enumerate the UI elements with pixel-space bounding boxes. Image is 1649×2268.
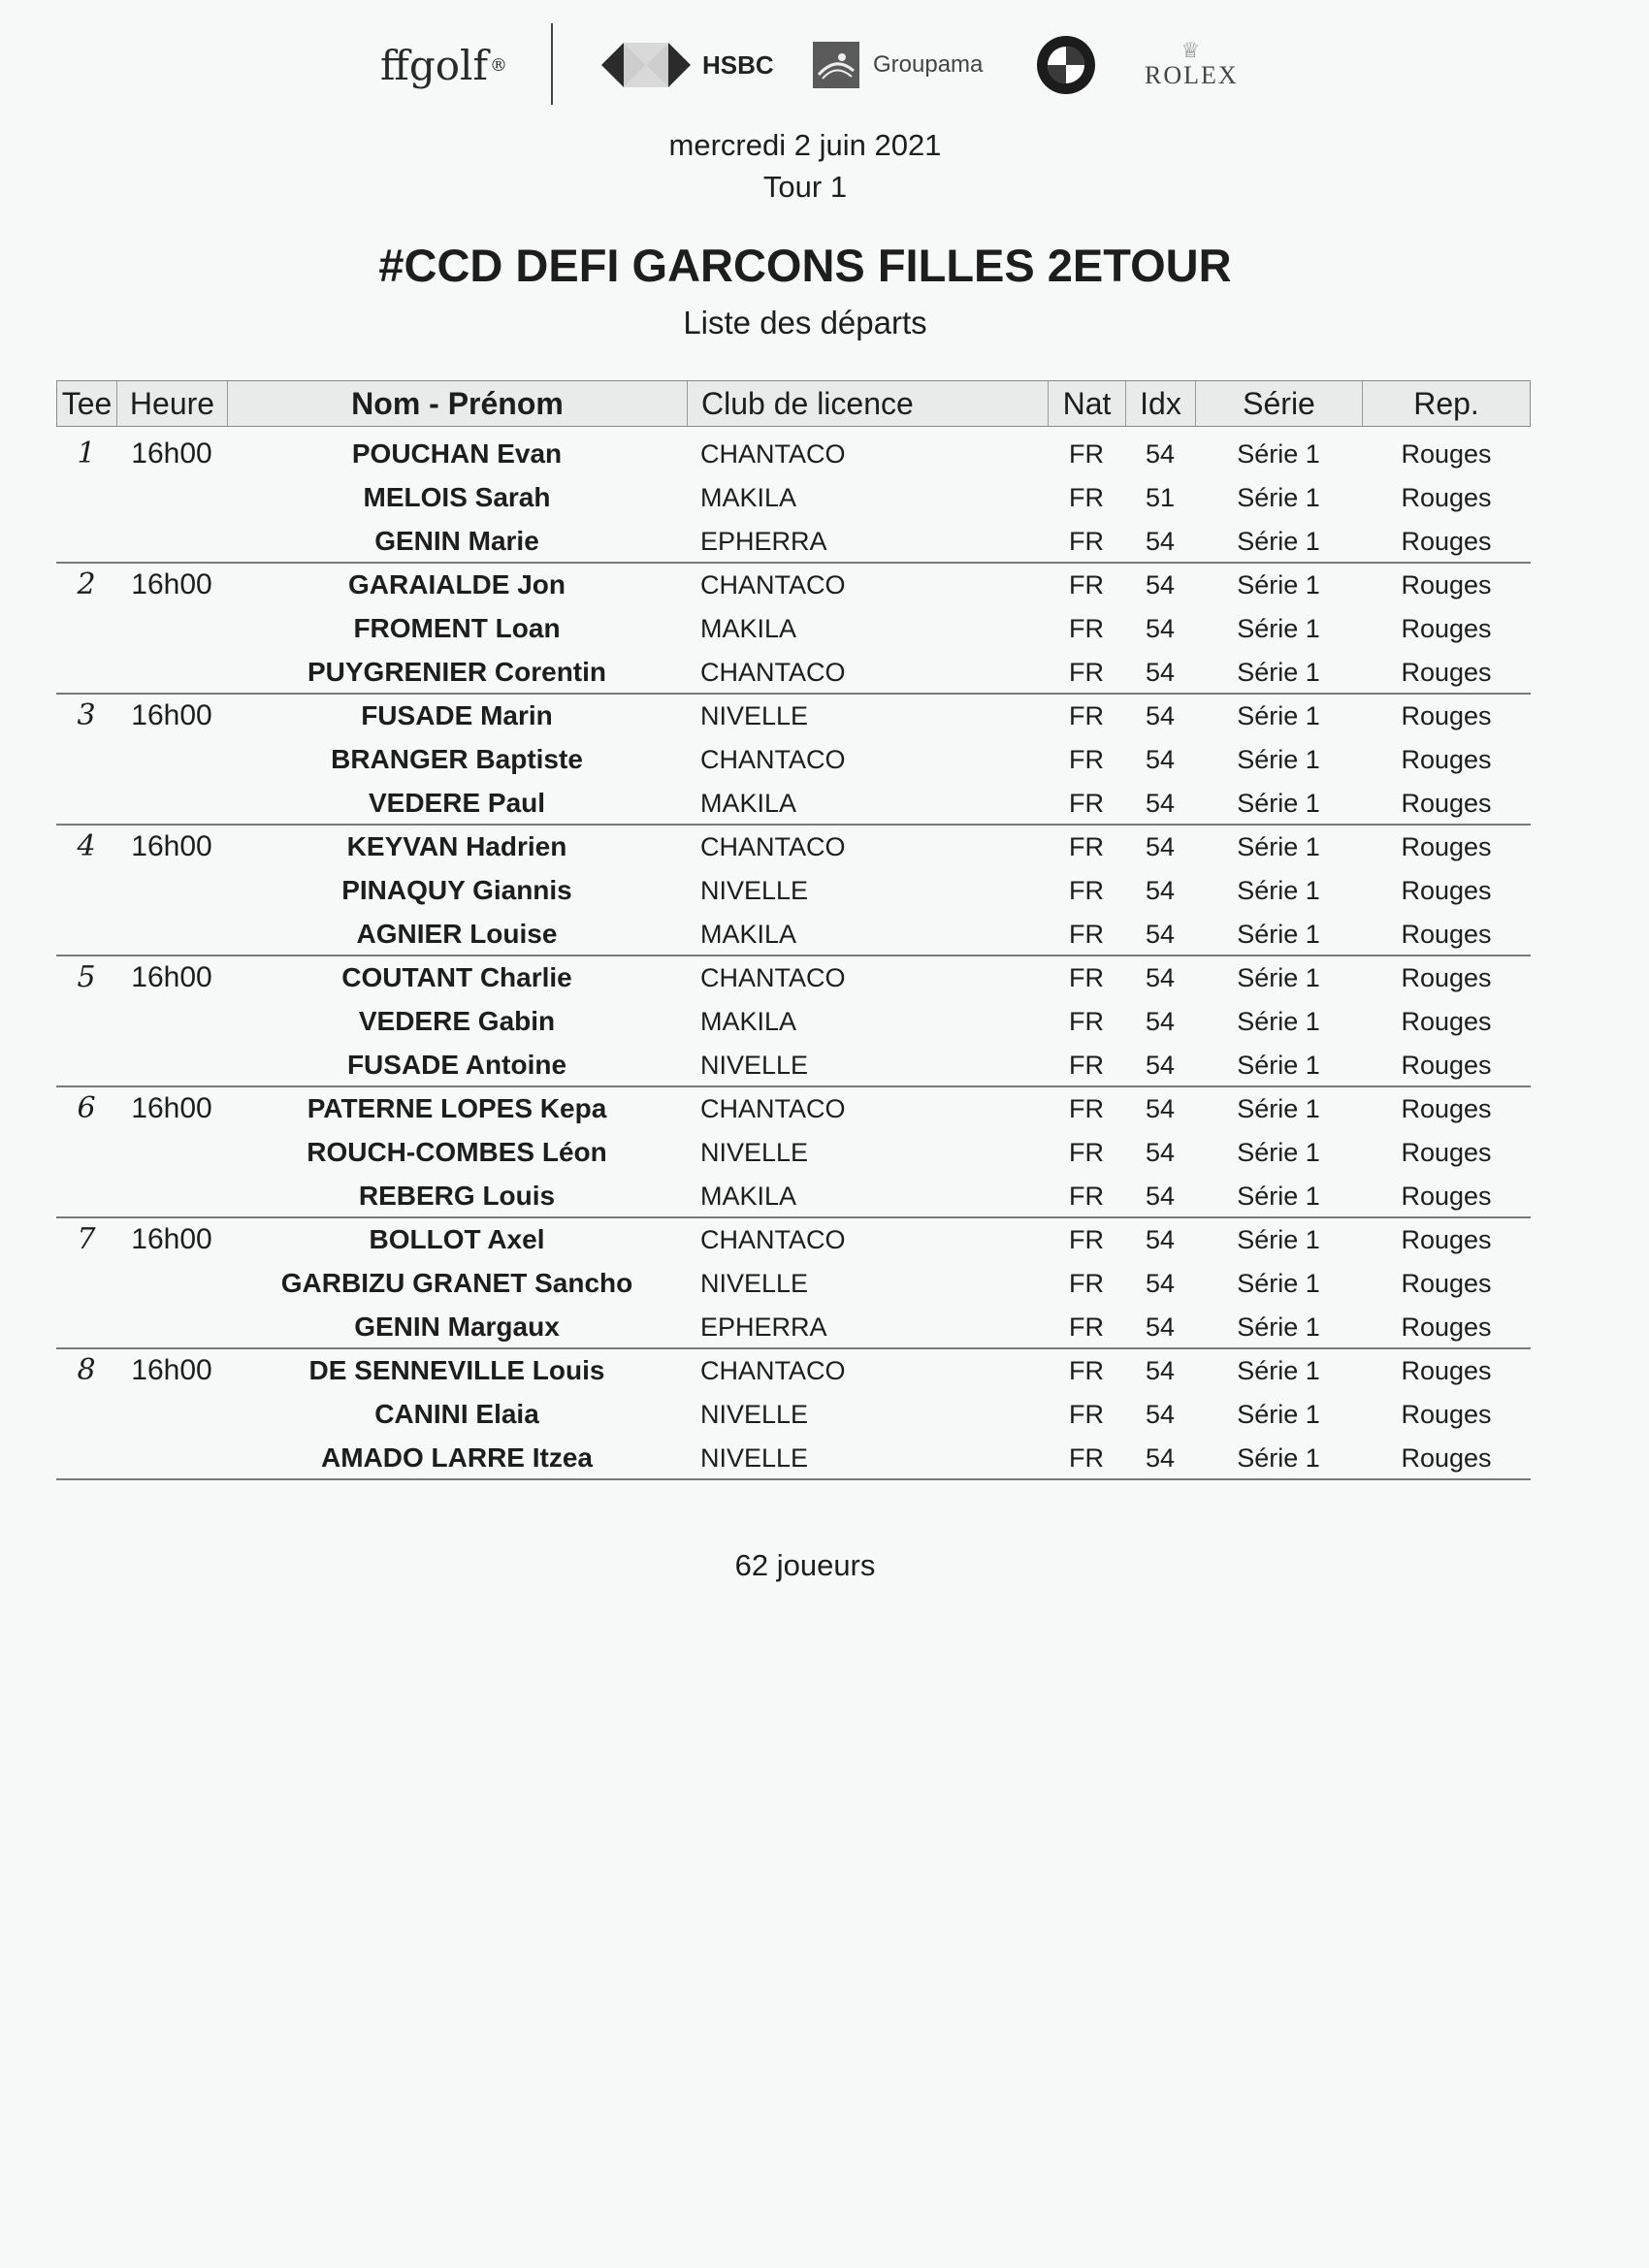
start-time-cell (116, 913, 227, 956)
table-row (0, 433, 1649, 475)
player-name-cell: GARBIZU GRANET Sancho (280, 1268, 633, 1298)
club-name-cell: CHANTACO (700, 832, 846, 861)
groupama-logo (813, 21, 983, 109)
nationality-cell: FR (1069, 1400, 1104, 1429)
tee-number-cell (56, 520, 116, 563)
series-cell: Série 1 (1237, 701, 1320, 730)
table-row (0, 826, 1649, 868)
club-name-cell: MAKILA (700, 1182, 797, 1211)
rolex-crown-icon: ♕ (1180, 38, 1203, 62)
club-name-cell: NIVELLE (700, 1443, 809, 1473)
tee-markers-cell: Rouges (1401, 789, 1492, 818)
nationality-cell: FR (1069, 745, 1104, 774)
nationality-cell: FR (1069, 527, 1104, 556)
player-name-cell: GENIN Margaux (354, 1312, 560, 1342)
groupama-wordmark: Groupama (873, 51, 984, 78)
club-name-cell: CHANTACO (700, 1356, 846, 1385)
handicap-index-cell: 54 (1145, 789, 1176, 818)
tee-markers-cell: Rouges (1401, 527, 1492, 556)
sponsor-band (369, 21, 1261, 109)
nationality-cell: FR (1069, 1269, 1104, 1298)
table-row (0, 564, 1649, 606)
series-cell: Série 1 (1237, 570, 1320, 599)
tee-markers-cell: Rouges (1401, 1051, 1492, 1080)
sponsor-divider (551, 23, 553, 105)
start-time-cell (116, 869, 227, 912)
player-name-cell: COUTANT Charlie (341, 962, 572, 992)
player-name-cell: AGNIER Louise (356, 919, 558, 949)
nationality-cell: FR (1069, 963, 1104, 992)
column-header-idx: Idx (1126, 381, 1196, 426)
tee-number-cell: 3 (77, 698, 96, 732)
club-name-cell: CHANTACO (700, 745, 846, 774)
table-row (0, 1306, 1649, 1348)
nationality-cell: FR (1069, 1094, 1104, 1123)
start-time-cell: 16h00 (131, 568, 212, 600)
table-row (0, 869, 1649, 912)
tee-number-cell: 7 (77, 1222, 96, 1256)
ffgolf-logo (380, 21, 507, 109)
player-name-cell: FROMENT Loan (353, 613, 561, 643)
player-name-cell: PINAQUY Giannis (341, 875, 572, 905)
hsbc-wordmark: HSBC (702, 49, 774, 80)
tee-markers-cell: Rouges (1401, 920, 1492, 949)
tee-markers-cell: Rouges (1401, 1312, 1492, 1342)
series-cell: Série 1 (1237, 1443, 1320, 1473)
hsbc-hexagon-icon (601, 43, 691, 87)
handicap-index-cell: 54 (1145, 1443, 1176, 1473)
tee-number-cell (56, 869, 116, 912)
tee-number-cell (56, 651, 116, 694)
series-cell: Série 1 (1237, 1007, 1320, 1036)
table-row (0, 1131, 1649, 1174)
series-cell: Série 1 (1237, 614, 1320, 643)
player-name-cell: GARAIALDE Jon (348, 569, 566, 599)
handicap-index-cell: 54 (1145, 527, 1176, 556)
nationality-cell: FR (1069, 920, 1104, 949)
handicap-index-cell: 54 (1145, 1225, 1176, 1254)
event-date: mercredi 2 juin 2021 (668, 128, 942, 162)
column-header-name: Nom - Prénom (228, 381, 688, 426)
nationality-cell: FR (1069, 658, 1104, 687)
start-time-cell (116, 1306, 227, 1348)
series-cell: Série 1 (1237, 1094, 1320, 1123)
handicap-index-cell: 54 (1145, 1269, 1176, 1298)
handicap-index-cell: 54 (1145, 1182, 1176, 1211)
handicap-index-cell: 54 (1145, 1356, 1176, 1385)
nationality-cell: FR (1069, 789, 1104, 818)
handicap-index-cell: 54 (1145, 963, 1176, 992)
tee-markers-cell: Rouges (1401, 1094, 1492, 1123)
table-bottom-rule (56, 1478, 1531, 1480)
tee-markers-cell: Rouges (1401, 701, 1492, 730)
table-row (0, 738, 1649, 781)
tee-markers-cell: Rouges (1401, 570, 1492, 599)
page-subtitle: Liste des départs (683, 305, 927, 340)
player-name-cell: MELOIS Sarah (363, 482, 551, 512)
club-name-cell: NIVELLE (700, 701, 809, 730)
club-name-cell: CHANTACO (700, 963, 846, 992)
tee-number-cell (56, 782, 116, 825)
table-row (0, 1437, 1649, 1479)
tee-number-cell (56, 1044, 116, 1086)
series-cell: Série 1 (1237, 920, 1320, 949)
table-row (0, 1175, 1649, 1217)
start-time-cell (116, 738, 227, 781)
player-name-cell: ROUCH-COMBES Léon (307, 1137, 607, 1167)
series-cell: Série 1 (1237, 1051, 1320, 1080)
tee-markers-cell: Rouges (1401, 1182, 1492, 1211)
player-name-cell: VEDERE Gabin (358, 1006, 556, 1036)
handicap-index-cell: 54 (1145, 1400, 1176, 1429)
nationality-cell: FR (1069, 483, 1104, 512)
tee-markers-cell: Rouges (1401, 439, 1492, 469)
handicap-index-cell: 54 (1145, 439, 1176, 469)
club-name-cell: NIVELLE (700, 1138, 809, 1167)
nationality-cell: FR (1069, 701, 1104, 730)
series-cell: Série 1 (1237, 483, 1320, 512)
nationality-cell: FR (1069, 1138, 1104, 1167)
handicap-index-cell: 54 (1145, 876, 1176, 905)
start-time-cell (116, 607, 227, 650)
club-name-cell: CHANTACO (700, 570, 846, 599)
table-row (0, 607, 1649, 650)
player-name-cell: GENIN Marie (374, 526, 539, 556)
start-time-cell (116, 476, 227, 519)
tee-number-cell (56, 1131, 116, 1174)
handicap-index-cell: 54 (1145, 658, 1176, 687)
series-cell: Série 1 (1237, 789, 1320, 818)
club-name-cell: NIVELLE (700, 1400, 809, 1429)
nationality-cell: FR (1069, 614, 1104, 643)
series-cell: Série 1 (1237, 1400, 1320, 1429)
start-time-cell (116, 520, 227, 563)
series-cell: Série 1 (1237, 832, 1320, 861)
tee-number-cell: 2 (77, 567, 96, 601)
tee-markers-cell: Rouges (1401, 658, 1492, 687)
series-cell: Série 1 (1237, 1269, 1320, 1298)
table-row (0, 1218, 1649, 1261)
column-header-hour: Heure (117, 381, 228, 426)
series-cell: Série 1 (1237, 963, 1320, 992)
handicap-index-cell: 54 (1145, 920, 1176, 949)
handicap-index-cell: 54 (1145, 1312, 1176, 1342)
start-time-cell: 16h00 (131, 699, 212, 731)
tee-number-cell (56, 1306, 116, 1348)
handicap-index-cell: 54 (1145, 1051, 1176, 1080)
tee-markers-cell: Rouges (1401, 876, 1492, 905)
tee-number-cell (56, 1393, 116, 1436)
nationality-cell: FR (1069, 439, 1104, 469)
club-name-cell: MAKILA (700, 920, 797, 949)
tee-markers-cell: Rouges (1401, 1269, 1492, 1298)
series-cell: Série 1 (1237, 439, 1320, 469)
ffgolf-registered-mark: ® (490, 54, 507, 76)
tee-markers-cell: Rouges (1401, 1007, 1492, 1036)
player-name-cell: FUSADE Marin (361, 700, 553, 730)
club-name-cell: CHANTACO (700, 439, 846, 469)
column-header-nat: Nat (1049, 381, 1126, 426)
start-time-cell (116, 1131, 227, 1174)
tee-number-cell (56, 1437, 116, 1479)
tee-number-cell (56, 738, 116, 781)
club-name-cell: CHANTACO (700, 1094, 846, 1123)
start-time-cell (116, 782, 227, 825)
tee-markers-cell: Rouges (1401, 1138, 1492, 1167)
handicap-index-cell: 51 (1145, 483, 1176, 512)
table-row (0, 1349, 1649, 1392)
table-row (0, 956, 1649, 999)
tee-number-cell: 5 (77, 960, 96, 994)
rolex-logo (1145, 21, 1239, 109)
nationality-cell: FR (1069, 876, 1104, 905)
player-count: 62 joueurs (734, 1548, 876, 1582)
tee-number-cell: 4 (77, 829, 96, 863)
tee-markers-cell: Rouges (1401, 963, 1492, 992)
tee-number-cell: 6 (77, 1091, 96, 1125)
tee-markers-cell: Rouges (1401, 1443, 1492, 1473)
tee-markers-cell: Rouges (1401, 614, 1492, 643)
tee-markers-cell: Rouges (1401, 1400, 1492, 1429)
table-row (0, 520, 1649, 563)
tee-markers-cell: Rouges (1401, 745, 1492, 774)
handicap-index-cell: 54 (1145, 701, 1176, 730)
start-time-cell (116, 651, 227, 694)
series-cell: Série 1 (1237, 1312, 1320, 1342)
start-time-cell (116, 1437, 227, 1479)
start-time-cell: 16h00 (131, 1223, 212, 1255)
table-row (0, 1044, 1649, 1086)
tee-number-cell: 8 (77, 1353, 96, 1387)
handicap-index-cell: 54 (1145, 832, 1176, 861)
tee-markers-cell: Rouges (1401, 1356, 1492, 1385)
club-name-cell: CHANTACO (700, 658, 846, 687)
nationality-cell: FR (1069, 1051, 1104, 1080)
tee-number-cell (56, 476, 116, 519)
series-cell: Série 1 (1237, 1356, 1320, 1385)
start-time-cell: 16h00 (131, 1354, 212, 1386)
tee-number-cell: 1 (77, 437, 96, 470)
nationality-cell: FR (1069, 1356, 1104, 1385)
player-name-cell: DE SENNEVILLE Louis (308, 1355, 605, 1385)
player-name-cell: AMADO LARRE Itzea (320, 1442, 593, 1473)
handicap-index-cell: 54 (1145, 570, 1176, 599)
series-cell: Série 1 (1237, 658, 1320, 687)
player-name-cell: VEDERE Paul (368, 788, 546, 818)
table-row (0, 1262, 1649, 1305)
column-header-club: Club de licence (688, 381, 1049, 426)
player-name-cell: KEYVAN Hadrien (346, 831, 567, 861)
page-title: #CCD DEFI GARCONS FILLES 2ETOUR (378, 240, 1232, 291)
handicap-index-cell: 54 (1145, 1007, 1176, 1036)
table-row (0, 913, 1649, 956)
player-name-cell: REBERG Louis (358, 1181, 556, 1211)
player-name-cell: BOLLOT Axel (369, 1224, 545, 1254)
tee-markers-cell: Rouges (1401, 832, 1492, 861)
club-name-cell: MAKILA (700, 1007, 797, 1036)
series-cell: Série 1 (1237, 745, 1320, 774)
tee-number-cell (56, 913, 116, 956)
tee-number-cell (56, 1000, 116, 1043)
series-cell: Série 1 (1237, 1182, 1320, 1211)
club-name-cell: MAKILA (700, 483, 797, 512)
tee-markers-cell: Rouges (1401, 483, 1492, 512)
table-row (0, 651, 1649, 694)
start-time-cell: 16h00 (131, 1092, 212, 1124)
handicap-index-cell: 54 (1145, 745, 1176, 774)
nationality-cell: FR (1069, 1225, 1104, 1254)
table-row (0, 476, 1649, 519)
column-header-rep: Rep. (1413, 386, 1479, 421)
groupama-emblem-icon (813, 42, 859, 88)
start-time-cell: 16h00 (131, 961, 212, 993)
tee-number-cell (56, 1262, 116, 1305)
tee-number-cell (56, 1175, 116, 1217)
tee-number-cell (56, 607, 116, 650)
club-name-cell: EPHERRA (700, 527, 827, 556)
club-name-cell: EPHERRA (700, 1312, 827, 1342)
player-name-cell: CANINI Elaia (374, 1399, 539, 1429)
ffgolf-wordmark: ffgolf (380, 41, 488, 89)
table-row (0, 1087, 1649, 1130)
club-name-cell: CHANTACO (700, 1225, 846, 1254)
club-name-cell: NIVELLE (700, 1051, 809, 1080)
player-name-cell: PUYGRENIER Corentin (307, 657, 607, 687)
club-name-cell: NIVELLE (700, 1269, 809, 1298)
hsbc-logo (601, 21, 774, 109)
column-header-serie: Série (1196, 381, 1363, 426)
handicap-index-cell: 54 (1145, 1094, 1176, 1123)
nationality-cell: FR (1069, 1182, 1104, 1211)
table-row (0, 1000, 1649, 1043)
player-name-cell: POUCHAN Evan (351, 438, 563, 469)
club-name-cell: NIVELLE (700, 876, 809, 905)
nationality-cell: FR (1069, 570, 1104, 599)
tee-markers-cell: Rouges (1401, 1225, 1492, 1254)
player-name-cell: PATERNE LOPES Kepa (307, 1093, 607, 1123)
column-header-tee: Tee (57, 381, 117, 426)
bmw-logo (1036, 21, 1096, 109)
start-time-cell: 16h00 (131, 830, 212, 862)
series-cell: Série 1 (1237, 876, 1320, 905)
series-cell: Série 1 (1237, 527, 1320, 556)
club-name-cell: MAKILA (700, 614, 797, 643)
start-time-cell (116, 1000, 227, 1043)
player-name-cell: BRANGER Baptiste (331, 744, 583, 774)
nationality-cell: FR (1069, 1443, 1104, 1473)
table-row (0, 695, 1649, 737)
table-row (0, 782, 1649, 825)
nationality-cell: FR (1069, 1007, 1104, 1036)
nationality-cell: FR (1069, 832, 1104, 861)
club-name-cell: MAKILA (700, 789, 797, 818)
table-header (56, 380, 1531, 427)
table-row (0, 1393, 1649, 1436)
start-time-cell (116, 1262, 227, 1305)
bmw-roundel-icon (1036, 35, 1096, 95)
start-time-cell: 16h00 (131, 437, 212, 470)
round-label: Tour 1 (762, 170, 848, 204)
handicap-index-cell: 54 (1145, 1138, 1176, 1167)
start-time-cell (116, 1044, 227, 1086)
start-time-cell (116, 1175, 227, 1217)
series-cell: Série 1 (1237, 1225, 1320, 1254)
player-name-cell: FUSADE Antoine (346, 1050, 567, 1080)
handicap-index-cell: 54 (1145, 614, 1176, 643)
start-time-cell (116, 1393, 227, 1436)
series-cell: Série 1 (1237, 1138, 1320, 1167)
nationality-cell: FR (1069, 1312, 1104, 1342)
rolex-wordmark: ROLEX (1145, 61, 1239, 89)
